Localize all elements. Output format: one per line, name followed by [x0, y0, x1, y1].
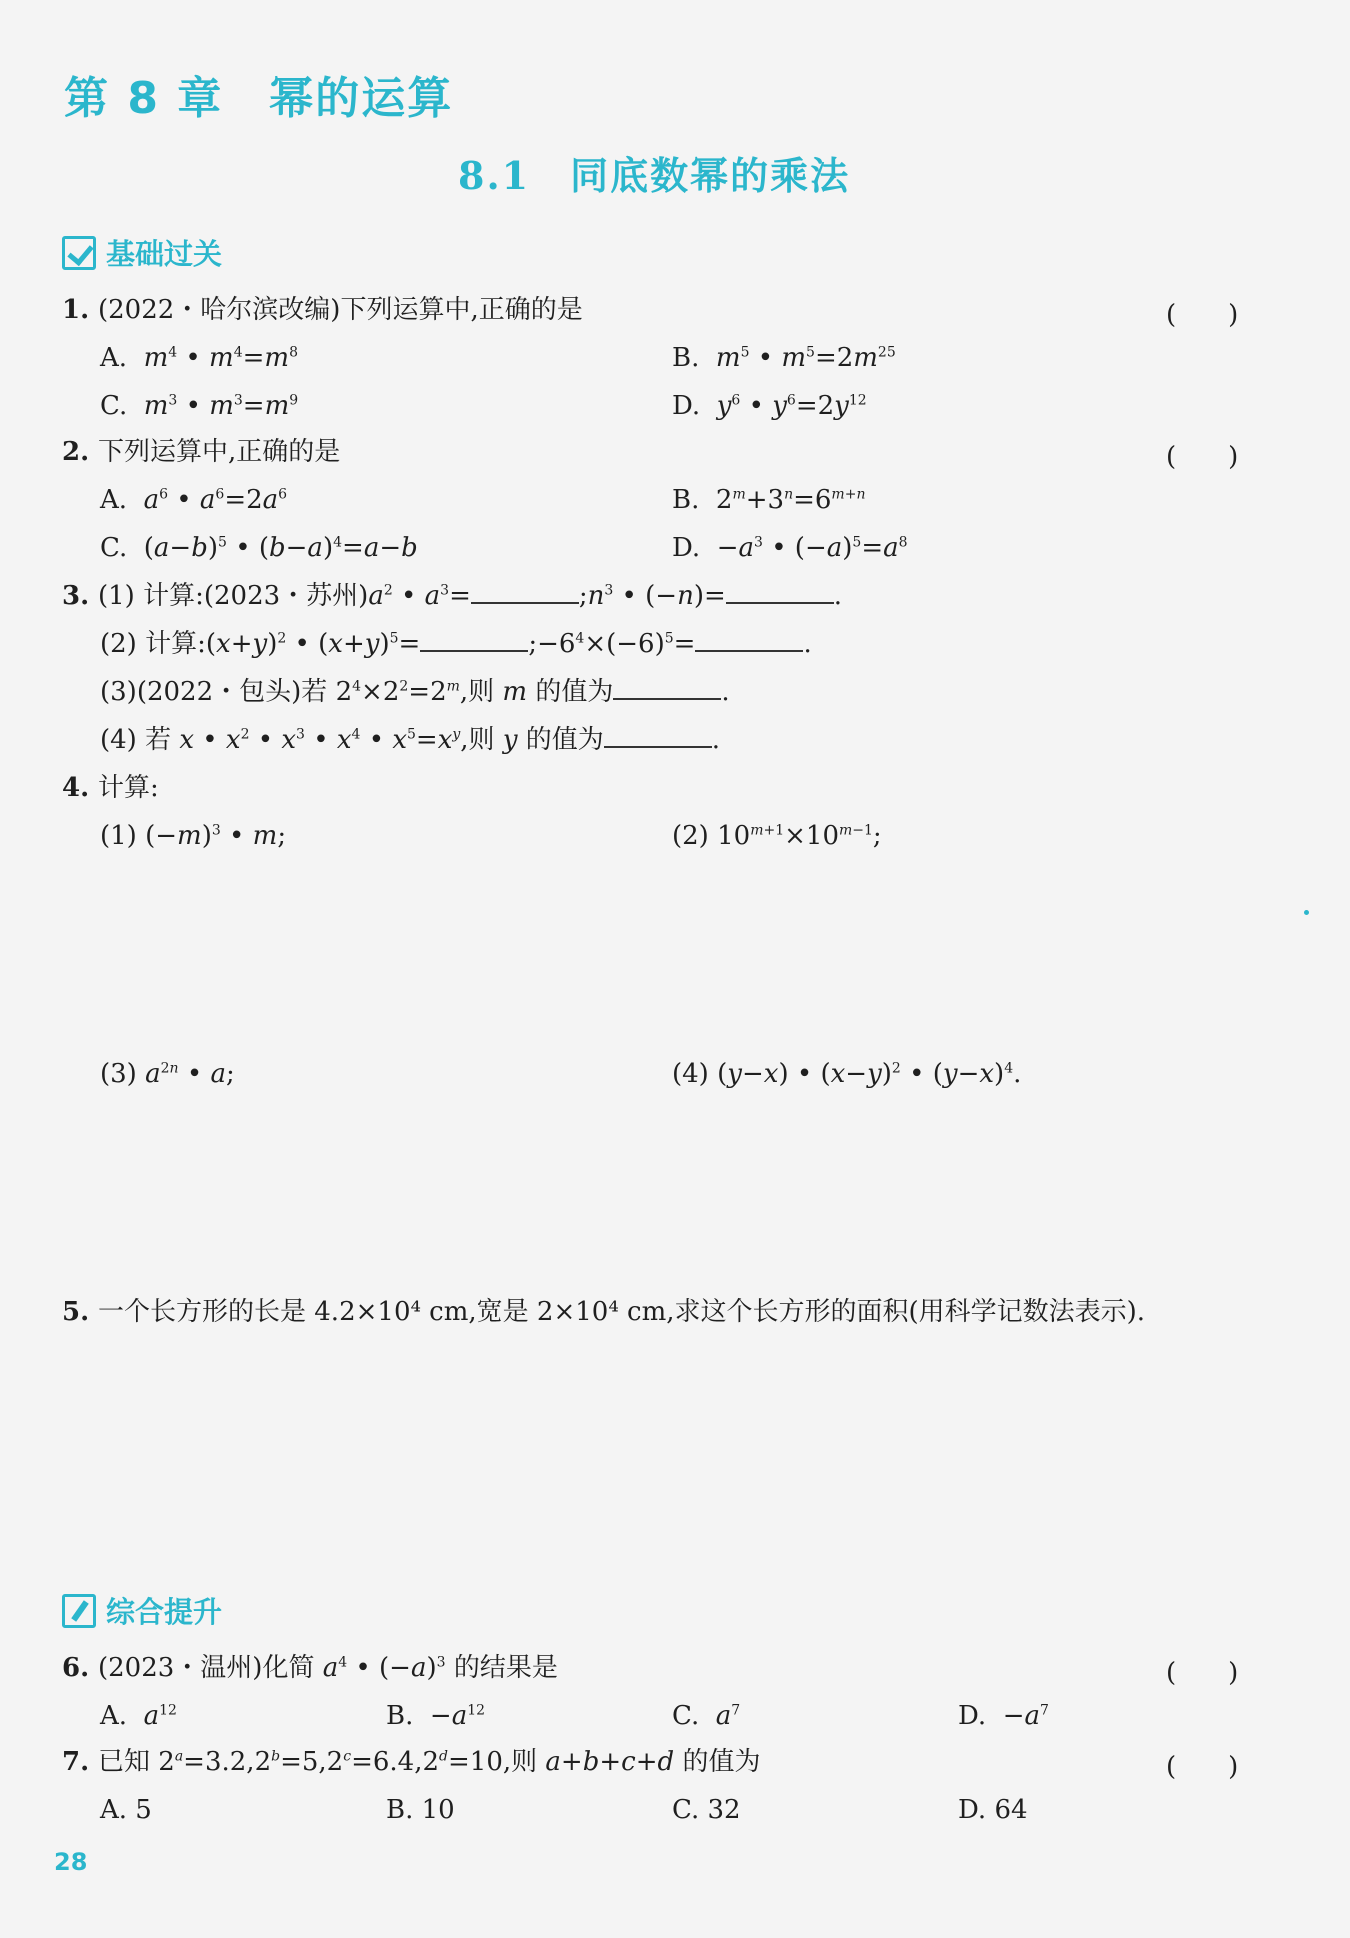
checkbox-icon — [62, 236, 96, 270]
q1-option-b: B. $m^5$ • $m^5=2m^{25}$ — [672, 343, 896, 373]
q4-part-1: (1) $(-m)^3$ • m; — [100, 821, 287, 851]
answer-blank[interactable] — [604, 724, 712, 748]
section-banner-basic — [62, 232, 222, 273]
question-number: 3. — [62, 581, 90, 611]
question-number: 4. — [62, 773, 90, 803]
question-text: 下列运算中,正确的是 — [98, 437, 341, 467]
q7-option-c: C. 32 — [672, 1795, 741, 1825]
stray-mark — [1304, 910, 1309, 915]
question-text: 计算: — [98, 773, 159, 803]
q6-option-c: C. $a^7$ — [672, 1701, 741, 1731]
answer-bracket: ( ) — [1166, 1658, 1239, 1688]
question-text: (2022・哈尔滨改编)下列运算中,正确的是 — [98, 295, 583, 325]
question-7-stem: 7. 已知 $2^a=3.2,2^b=5,2^c=6.4,2^d=10$,则 a+b+c+d 的值为 — [62, 1747, 761, 1777]
question-4-stem — [62, 772, 159, 804]
q4-part-3: (3) $a^{2n}$ • a; — [100, 1059, 235, 1089]
q2-option-a: A. $a^6$ • $a^6=2a^6$ — [100, 485, 288, 515]
pencil-icon — [62, 1594, 96, 1628]
question-text: 一个长方形的长是 4.2×10⁴ cm,宽是 2×10⁴ cm,求这个长方形的面积(用科学记数法表示). — [98, 1297, 1146, 1327]
section-banner-label: 综合提升 — [106, 1595, 223, 1629]
question-2-stem — [62, 436, 340, 468]
q2-option-b: B. $2^m+3^n=6^{m+n}$ — [672, 485, 866, 515]
q7-option-b: B. 10 — [386, 1795, 455, 1825]
question-number: 7. — [62, 1747, 90, 1777]
chapter-title: 第 8 章 幂的运算 — [64, 73, 454, 124]
question-number: 6. — [62, 1653, 90, 1683]
answer-blank[interactable] — [726, 580, 834, 604]
question-number: 2. — [62, 437, 90, 467]
question-5-stem — [62, 1296, 1145, 1328]
question-number: 5. — [62, 1297, 90, 1327]
q1-option-a: A. $m^4$ • $m^4=m^8$ — [100, 343, 298, 373]
answer-blank[interactable] — [613, 676, 721, 700]
q2-option-c: C. $(a-b)^5$ • $(b-a)^4=a-b$ — [100, 533, 418, 563]
answer-blank[interactable] — [695, 628, 803, 652]
q1-option-d: D. $y^6$ • $y^6=2y^{12}$ — [672, 391, 867, 421]
section-title: 8.1 同底数幂的乘法 — [458, 153, 851, 198]
question-3-part-2: (2) 计算$:(x+y)^2$ • $(x+y)^5=$ $;-6^4\times(-6)^5=$ . — [100, 629, 812, 659]
question-3-part-4: (4) 若 x • $x^2$ • $x^3$ • $x^4$ • $x^5=x^y$,则 y 的值为 . — [100, 725, 721, 755]
q2-option-d: D. $-a^3$ • $(-a)^5=a^8$ — [672, 533, 908, 563]
answer-bracket: ( ) — [1166, 1752, 1239, 1782]
q6-option-d: D. $-a^7$ — [958, 1701, 1049, 1731]
q4-part-4: (4) (y−x) • $(x-y)^2$ • $(y-x)^4$. — [672, 1059, 1022, 1089]
answer-blank[interactable] — [420, 628, 528, 652]
q1-option-c: C. $m^3$ • $m^3=m^9$ — [100, 391, 299, 421]
q7-option-a: A. 5 — [100, 1795, 152, 1825]
q7-option-d: D. 64 — [958, 1795, 1028, 1825]
section-banner-advanced — [62, 1590, 222, 1631]
answer-bracket: ( ) — [1166, 442, 1239, 472]
question-3-part-3: (3)(2022・包头)若 $2^4\times 2^2=2^m$,则 m 的值为 . — [100, 677, 730, 707]
question-3-part-1: 3. (1) 计算:(2023・苏州)$a^2$ • $a^3=$ $;n^3$ • (−n)= . — [62, 581, 843, 611]
answer-bracket: ( ) — [1166, 300, 1239, 330]
q6-option-a: A. $a^{12}$ — [100, 1701, 177, 1731]
answer-blank[interactable] — [471, 580, 579, 604]
page-number: 28 — [54, 1848, 88, 1876]
question-6-stem: 6. (2023・温州)化简 $a^4$ • $(-a)^3$ 的结果是 — [62, 1653, 558, 1683]
q4-part-2: (2) $10^{m+1}\times 10^{m-1}$; — [672, 821, 882, 851]
q6-option-b: B. $-a^{12}$ — [386, 1701, 486, 1731]
section-banner-label: 基础过关 — [106, 237, 223, 271]
question-number: 1. — [62, 295, 90, 325]
question-1-stem — [62, 294, 583, 326]
